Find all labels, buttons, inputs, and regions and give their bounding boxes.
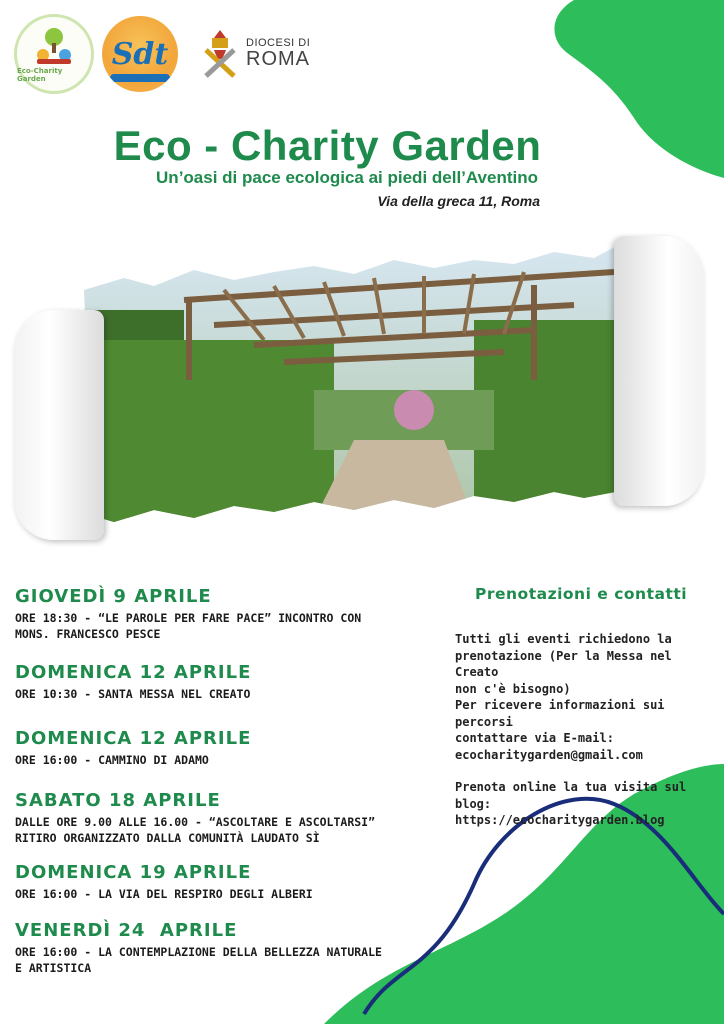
- pergola-garden-image: [14, 230, 704, 550]
- event-item: [15, 862, 445, 920]
- event-line: ORE 16:00 - CAMMINO DI ADAMO: [15, 753, 209, 767]
- event-line: ORE 16:00 - LA CONTEMPLAZIONE DELLA BELLEZZA NATURALE: [15, 945, 382, 959]
- contacts-line: contattare via E-mail:: [455, 731, 614, 745]
- sdt-logo: [102, 16, 178, 92]
- paper-curl-right: [614, 236, 704, 506]
- contacts-title: Prenotazioni e contatti: [475, 585, 688, 603]
- event-item: [15, 586, 445, 662]
- roma-label: ROMA: [246, 48, 310, 71]
- event-line: DALLE ORE 9.00 ALLE 16.00 - “ASCOLTARE E ASCOLTARSI”: [15, 815, 376, 829]
- blog-link[interactable]: https://ecocharitygarden.blog: [455, 813, 665, 827]
- contacts-line: non c'è bisogno): [455, 681, 571, 696]
- paper-curl-left: [14, 310, 104, 540]
- eco-logo-text: Eco-Charity Garden: [17, 67, 63, 83]
- event-description: [15, 752, 445, 768]
- event-line: ORE 16:00 - LA VIA DEL RESPIRO DEGLI ALBERI: [15, 887, 313, 901]
- contacts-line: Tutti gli eventi richiedono la: [455, 632, 672, 646]
- logo-row: [14, 14, 310, 94]
- eco-charity-logo: [14, 14, 94, 94]
- event-description: [15, 610, 445, 642]
- contacts-line: Per ricevere informazioni sui percorsi: [455, 698, 665, 729]
- contacts-panel: [455, 585, 715, 829]
- event-description: [15, 686, 445, 702]
- event-item: [15, 790, 445, 862]
- tree-people-icon: [31, 25, 77, 67]
- event-date: DOMENICA 12 APRILE: [15, 662, 252, 683]
- event-description: [15, 814, 445, 846]
- event-line: MONS. FRANCESCO PESCE: [15, 627, 161, 641]
- address: Via della greca 11, Roma: [377, 193, 540, 209]
- sdt-logo-text: Sdt: [111, 36, 169, 72]
- event-date: GIOVEDÌ 9 APRILE: [15, 586, 212, 607]
- diocesi-label: DIOCESI DI: [246, 36, 311, 49]
- event-description: [15, 886, 445, 902]
- event-date: VENERDÌ 24 APRILE: [15, 920, 238, 941]
- page-subtitle: Un’oasi di pace ecologica ai piedi dell’Aventino: [156, 168, 538, 187]
- event-line: ORE 10:30 - SANTA MESSA NEL CREATO: [15, 687, 251, 701]
- garden-photo: [14, 230, 704, 550]
- papal-coat-of-arms-icon: [200, 28, 240, 80]
- event-line: ORE 18:30 - “LE PAROLE PER FARE PACE” INCONTRO CON: [15, 611, 362, 625]
- wave-icon: [110, 74, 170, 82]
- contacts-line: prenotazione (Per la Messa nel Creato: [455, 648, 672, 679]
- page-title: Eco - Charity Garden: [113, 122, 542, 169]
- contacts-body: [455, 631, 715, 829]
- event-date: DOMENICA 12 APRILE: [15, 728, 252, 749]
- contact-email-link[interactable]: ecocharitygarden@gmail.com: [455, 747, 643, 762]
- event-item: [15, 728, 445, 790]
- diocesi-logo: [200, 28, 310, 80]
- event-date: DOMENICA 19 APRILE: [15, 862, 252, 883]
- event-line: E ARTISTICA: [15, 961, 92, 975]
- event-description: [15, 944, 445, 976]
- contacts-line: Prenota online la tua visita sul blog:: [455, 780, 687, 811]
- event-item: [15, 662, 445, 728]
- event-date: SABATO 18 APRILE: [15, 790, 221, 811]
- event-line: RITIRO ORGANIZZATO DALLA COMUNITÀ LAUDATO SÌ: [15, 831, 320, 845]
- events-list: [15, 586, 445, 976]
- event-item: [15, 920, 445, 976]
